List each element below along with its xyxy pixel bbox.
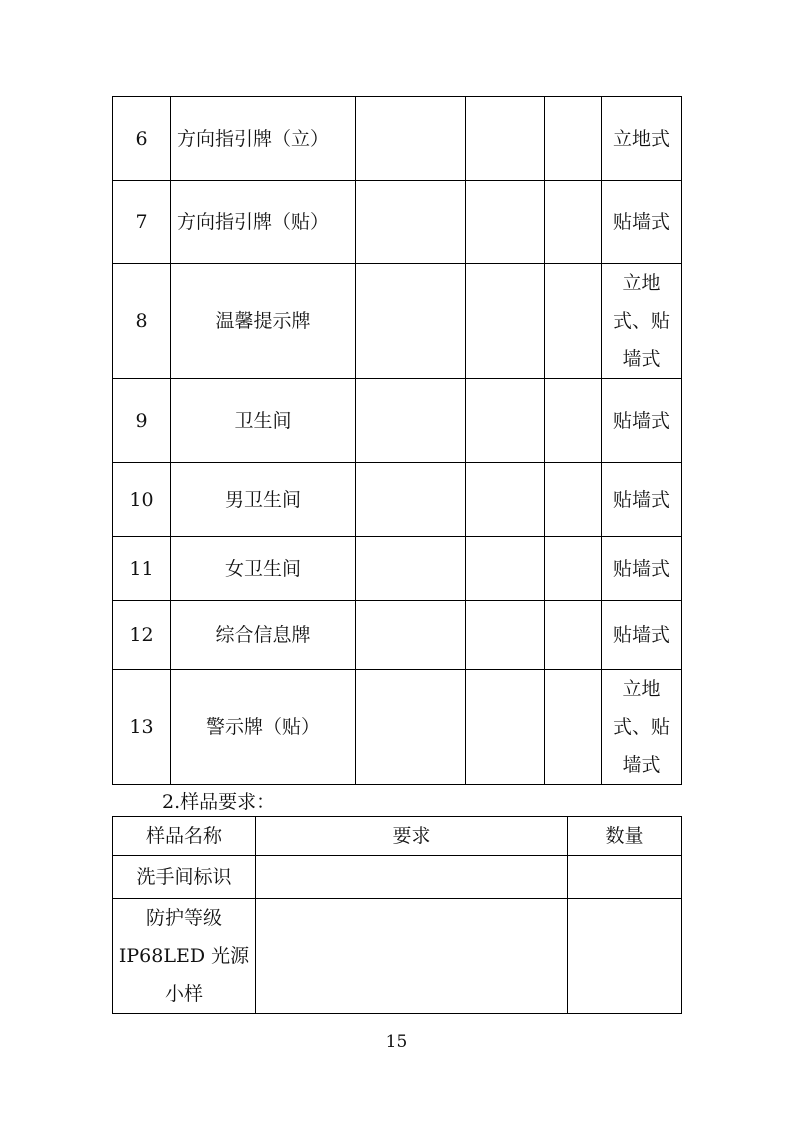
install-type: 贴墙式 [602, 463, 682, 537]
install-type: 立地式 [602, 97, 682, 181]
sign-list-table [112, 96, 682, 785]
empty-cell [356, 463, 466, 537]
table-row [113, 97, 682, 181]
quantity-cell [568, 856, 682, 899]
install-line: 式、贴 [612, 716, 670, 738]
install-type [602, 670, 682, 785]
table-row [113, 264, 682, 379]
table-row [113, 463, 682, 537]
empty-cell [466, 601, 545, 670]
sample-name [113, 899, 256, 1014]
empty-cell [545, 670, 602, 785]
row-number: 8 [113, 264, 171, 379]
row-number: 9 [113, 379, 171, 463]
table-row [113, 181, 682, 264]
sign-name: 卫生间 [171, 379, 356, 463]
empty-cell [356, 97, 466, 181]
header-requirement: 要求 [256, 817, 568, 856]
install-type: 贴墙式 [602, 601, 682, 670]
empty-cell [466, 670, 545, 785]
sample-name-line: 防护等级 [145, 907, 222, 929]
table-row [113, 379, 682, 463]
empty-cell [466, 181, 545, 264]
empty-cell [466, 537, 545, 601]
install-type: 贴墙式 [602, 379, 682, 463]
quantity-cell [568, 899, 682, 1014]
install-line: 立地 [622, 678, 661, 700]
row-number: 13 [113, 670, 171, 785]
sign-name: 综合信息牌 [171, 601, 356, 670]
empty-cell [356, 264, 466, 379]
empty-cell [466, 264, 545, 379]
install-line: 式、贴 [612, 310, 670, 332]
row-number: 11 [113, 537, 171, 601]
header-sample-name: 样品名称 [113, 817, 256, 856]
empty-cell [466, 379, 545, 463]
table-row [113, 670, 682, 785]
install-line: 墙式 [622, 754, 661, 776]
empty-cell [545, 379, 602, 463]
empty-cell [356, 670, 466, 785]
section-heading: 2.样品要求： [162, 791, 276, 813]
sample-name: 洗手间标识 [113, 856, 256, 899]
sign-name: 温馨提示牌 [171, 264, 356, 379]
row-number: 6 [113, 97, 171, 181]
sign-name: 女卫生间 [171, 537, 356, 601]
empty-cell [356, 537, 466, 601]
empty-cell [545, 601, 602, 670]
table-row [113, 537, 682, 601]
sign-name: 警示牌（贴） [171, 670, 356, 785]
requirement-cell [256, 899, 568, 1014]
install-line: 墙式 [622, 348, 661, 370]
empty-cell [356, 181, 466, 264]
sign-name: 方向指引牌（贴） [171, 181, 356, 264]
empty-cell [545, 97, 602, 181]
row-number: 7 [113, 181, 171, 264]
sample-name-line: 小样 [164, 983, 203, 1005]
header-quantity: 数量 [568, 817, 682, 856]
empty-cell [545, 264, 602, 379]
row-number: 12 [113, 601, 171, 670]
empty-cell [356, 601, 466, 670]
empty-cell [545, 463, 602, 537]
sample-requirement-table [112, 816, 682, 1014]
install-line: 立地 [622, 272, 661, 294]
install-type: 贴墙式 [602, 181, 682, 264]
table-header-row [113, 817, 682, 856]
sign-name: 男卫生间 [171, 463, 356, 537]
sign-name: 方向指引牌（立） [171, 97, 356, 181]
empty-cell [545, 537, 602, 601]
table-row [113, 856, 682, 899]
install-type [602, 264, 682, 379]
empty-cell [466, 463, 545, 537]
sample-name-line: IP68LED 光源 [118, 945, 250, 967]
page-number: 15 [385, 1032, 408, 1052]
table-row [113, 601, 682, 670]
empty-cell [356, 379, 466, 463]
requirement-cell [256, 856, 568, 899]
empty-cell [545, 181, 602, 264]
row-number: 10 [113, 463, 171, 537]
empty-cell [466, 97, 545, 181]
install-type: 贴墙式 [602, 537, 682, 601]
table-row [113, 899, 682, 1014]
